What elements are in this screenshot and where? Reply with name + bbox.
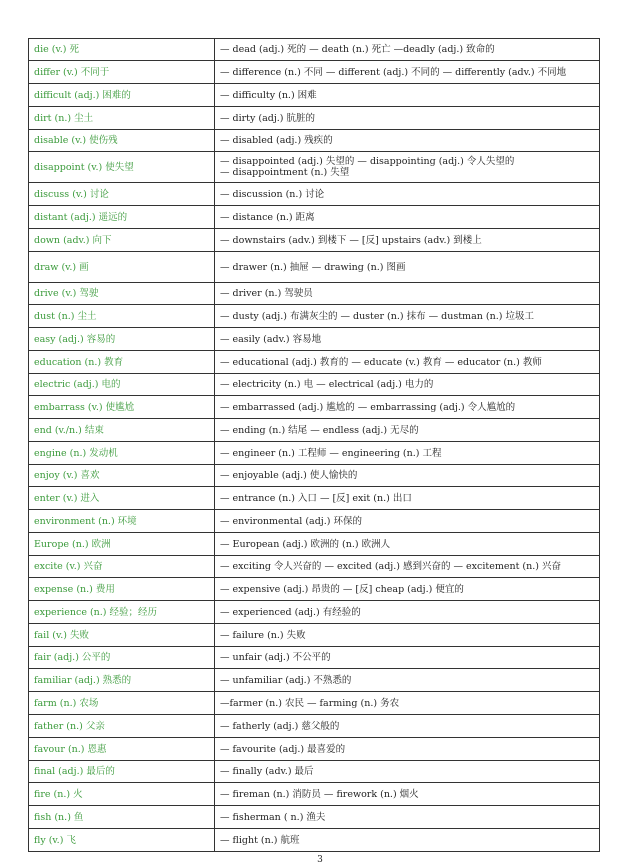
table-row [29, 761, 600, 783]
derived-forms-cell [215, 183, 600, 206]
derived-forms-line: — expensive (adj.) 昂贵的 — [反] cheap (adj.) 便宜的 [220, 583, 464, 595]
table-row [29, 647, 600, 669]
derived-forms-line: — ending (n.) 结尾 — endless (adj.) 无尽的 [220, 424, 419, 436]
table-row [29, 229, 600, 252]
derived-forms-line: — unfair (adj.) 不公平的 [220, 652, 331, 663]
derived-forms-line: — embarrassed (adj.) 尴尬的 — embarrassing (adj.) 令人尴尬的 [220, 401, 516, 413]
derived-forms-cell [215, 229, 600, 252]
headword-cell: discuss (v.) 讨论 [29, 183, 215, 206]
derived-forms-cell [215, 283, 600, 305]
derived-forms-cell [215, 39, 600, 61]
derived-forms-cell [215, 578, 600, 601]
headword-cell: distant (adj.) 遥远的 [29, 206, 215, 229]
table-row [29, 465, 600, 487]
derived-forms-line: — difference (n.) 不同 — different (adj.) 不同的 — differently (adv.) 不同地 [220, 66, 567, 78]
derived-forms-cell [215, 487, 600, 510]
derived-forms-line: — drawer (n.) 抽屉 — drawing (n.) 图画 [220, 261, 406, 273]
table-row [29, 829, 600, 852]
derived-forms-line: — fatherly (adj.) 慈父般的 [220, 720, 340, 732]
derived-forms-line: — finally (adv.) 最后 [220, 766, 314, 777]
table-row [29, 487, 600, 510]
table-row [29, 692, 600, 715]
derived-forms-cell [215, 305, 600, 328]
derived-forms-cell [215, 738, 600, 761]
headword-cell: excite (v.) 兴奋 [29, 556, 215, 578]
page-number: 3 [317, 855, 323, 865]
derived-forms-line: — enjoyable (adj.) 使人愉快的 [220, 470, 358, 481]
headword-cell: enjoy (v.) 喜欢 [29, 465, 215, 487]
headword-cell: engine (n.) 发动机 [29, 442, 215, 465]
headword-cell: end (v./n.) 结束 [29, 419, 215, 442]
table-row [29, 130, 600, 152]
headword-cell: environment (n.) 环境 [29, 510, 215, 533]
table-row [29, 442, 600, 465]
derived-forms-line: — failure (n.) 失败 [220, 629, 306, 641]
derived-forms-cell [215, 130, 600, 152]
headword-cell: easy (adj.) 容易的 [29, 328, 215, 351]
derived-forms-cell [215, 61, 600, 84]
headword-cell: fly (v.) 飞 [29, 829, 215, 852]
table-row [29, 283, 600, 305]
derived-forms-line: — easily (adv.) 容易地 [220, 333, 322, 345]
derived-forms-line: — European (adj.) 欧洲的 (n.) 欧洲人 [220, 538, 391, 550]
table-row [29, 783, 600, 806]
table-row [29, 669, 600, 692]
derived-forms-line: — entrance (n.) 入口 — [反] exit (n.) 出口 [220, 492, 412, 504]
table-row [29, 806, 600, 829]
headword-cell: favour (n.) 恩惠 [29, 738, 215, 761]
headword-cell: differ (v.) 不同于 [29, 61, 215, 84]
headword-cell: Europe (n.) 欧洲 [29, 533, 215, 556]
derived-forms-line: — engineer (n.) 工程师 — engineering (n.) 工程 [220, 447, 442, 459]
headword-cell: enter (v.) 进入 [29, 487, 215, 510]
headword-cell: drive (v.) 驾驶 [29, 283, 215, 305]
derived-forms-line: — experienced (adj.) 有经验的 [220, 606, 361, 618]
derived-forms-cell [215, 692, 600, 715]
derived-forms-cell [215, 206, 600, 229]
derived-forms-cell [215, 601, 600, 624]
table-row [29, 396, 600, 419]
derived-forms-line: — flight (n.) 航班 [220, 834, 300, 846]
derived-forms-cell [215, 783, 600, 806]
headword-cell: experience (n.) 经验；经历 [29, 601, 215, 624]
derived-forms-line: — distance (n.) 距离 [220, 211, 315, 223]
derived-forms-line: — fireman (n.) 消防员 — firework (n.) 烟火 [220, 788, 419, 800]
headword-cell: embarrass (v.) 使尴尬 [29, 396, 215, 419]
table-row [29, 351, 600, 374]
derived-forms-cell [215, 396, 600, 419]
derived-forms-line: — environmental (adj.) 环保的 [220, 515, 362, 527]
table-row [29, 533, 600, 556]
table-row [29, 374, 600, 396]
derived-forms-cell [215, 419, 600, 442]
table-row [29, 61, 600, 84]
headword-cell: dust (n.) 尘土 [29, 305, 215, 328]
derived-forms-line: — electricity (n.) 电 — electrical (adj.) 电力的 [220, 379, 434, 390]
table-row [29, 556, 600, 578]
derived-forms-cell [215, 465, 600, 487]
derived-forms-line: — dusty (adj.) 布满灰尘的 — duster (n.) 抹布 — dustman (n.) 垃圾工 [220, 310, 534, 322]
headword-cell: father (n.) 父亲 [29, 715, 215, 738]
headword-cell: fail (v.) 失败 [29, 624, 215, 647]
table-row [29, 305, 600, 328]
table-row [29, 578, 600, 601]
derived-forms-cell [215, 533, 600, 556]
table-row [29, 419, 600, 442]
derived-forms-line: — driver (n.) 驾驶员 [220, 288, 313, 299]
headword-cell: fair (adj.) 公平的 [29, 647, 215, 669]
headword-cell: farm (n.) 农场 [29, 692, 215, 715]
derived-forms-cell [215, 152, 600, 183]
headword-cell: difficult (adj.) 困难的 [29, 84, 215, 107]
derived-forms-line: — discussion (n.) 讨论 [220, 188, 325, 200]
derived-forms-line: — favourite (adj.) 最喜爱的 [220, 743, 346, 755]
headword-cell: expense (n.) 费用 [29, 578, 215, 601]
headword-cell: final (adj.) 最后的 [29, 761, 215, 783]
headword-cell: fire (n.) 火 [29, 783, 215, 806]
derived-forms-line: — fisherman ( n.) 渔夫 [220, 811, 326, 823]
derived-forms-cell [215, 806, 600, 829]
derived-forms-cell [215, 556, 600, 578]
derived-forms-line: — exciting 令人兴奋的 — excited (adj.) 感到兴奋的 — excitement (n.) 兴奋 [220, 561, 561, 572]
table-row [29, 715, 600, 738]
headword-cell: fish (n.) 鱼 [29, 806, 215, 829]
headword-cell: education (n.) 教育 [29, 351, 215, 374]
table-row [29, 601, 600, 624]
table-row [29, 152, 600, 183]
derived-forms-cell [215, 374, 600, 396]
table-row [29, 84, 600, 107]
headword-cell: die (v.) 死 [29, 39, 215, 61]
table-row [29, 39, 600, 61]
headword-cell: dirt (n.) 尘土 [29, 107, 215, 130]
derived-forms-line: — educational (adj.) 教育的 — educate (v.) 教育 — educator (n.) 教师 [220, 356, 542, 368]
derived-forms-line: — unfamiliar (adj.) 不熟悉的 [220, 674, 352, 686]
derived-forms-line: — difficulty (n.) 困难 [220, 89, 317, 101]
table-row [29, 107, 600, 130]
table-row [29, 252, 600, 283]
derived-forms-cell [215, 761, 600, 783]
derived-forms-line: — dirty (adj.) 肮脏的 [220, 112, 316, 124]
headword-cell: down (adv.) 向下 [29, 229, 215, 252]
table-row [29, 738, 600, 761]
derived-forms-line: — disappointed (adj.) 失望的 — disappointing (adj.) 令人失望的 [220, 156, 515, 167]
derived-forms-cell [215, 252, 600, 283]
derived-forms-cell [215, 328, 600, 351]
derived-forms-line: — downstairs (adv.) 到楼下 — [反] upstairs (adv.) 到楼上 [220, 234, 482, 246]
derived-forms-cell [215, 510, 600, 533]
derived-forms-cell [215, 107, 600, 130]
headword-cell: draw (v.) 画 [29, 252, 215, 283]
headword-cell: familiar (adj.) 熟悉的 [29, 669, 215, 692]
derived-forms-line: — dead (adj.) 死的 — death (n.) 死亡 —deadly (adj.) 致命的 [220, 44, 495, 55]
table-row [29, 183, 600, 206]
derived-forms-cell [215, 351, 600, 374]
derived-forms-cell [215, 669, 600, 692]
table-row [29, 206, 600, 229]
vocabulary-table-body [29, 39, 600, 852]
derived-forms-cell [215, 84, 600, 107]
headword-cell: electric (adj.) 电的 [29, 374, 215, 396]
derived-forms-line: — disabled (adj.) 残疾的 [220, 135, 333, 146]
vocabulary-table [28, 38, 600, 852]
derived-forms-cell [215, 442, 600, 465]
headword-cell: disappoint (v.) 使失望 [29, 152, 215, 183]
derived-forms-line: —farmer (n.) 农民 — farming (n.) 务农 [220, 697, 400, 709]
derived-forms-cell [215, 829, 600, 852]
table-row [29, 510, 600, 533]
derived-forms-line: — disappointment (n.) 失望 [220, 167, 350, 178]
table-row [29, 328, 600, 351]
derived-forms-cell [215, 715, 600, 738]
headword-cell: disable (v.) 使伤残 [29, 130, 215, 152]
table-row [29, 624, 600, 647]
derived-forms-cell [215, 647, 600, 669]
derived-forms-cell [215, 624, 600, 647]
